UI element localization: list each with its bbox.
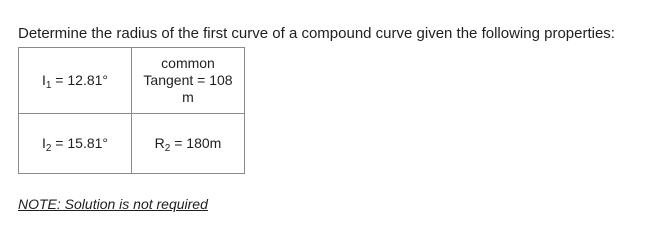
cell-r2 (132, 114, 245, 174)
r2-value: = 180m (170, 135, 222, 151)
properties-table (18, 47, 245, 174)
i2-symbol: I (41, 135, 46, 151)
cell-common-tangent (132, 48, 245, 114)
common-tangent-line3: m (182, 89, 194, 105)
i1-value: = 12.81° (51, 72, 109, 88)
i2-subscript: 2 (45, 143, 52, 154)
r2-symbol: R (154, 135, 165, 151)
common-tangent-line2: Tangent = 108 (143, 72, 233, 88)
cell-i2 (19, 114, 132, 174)
question-text: Determine the radius of the first curve of a compound curve given the following properties: (18, 25, 615, 42)
i1-symbol: I (41, 72, 46, 88)
note-text: NOTE: Solution is not required (18, 196, 208, 212)
table-row (19, 114, 245, 174)
i1-subscript: 1 (45, 80, 52, 91)
i2-value: = 15.81° (51, 135, 109, 151)
table-row (19, 48, 245, 114)
r2-subscript: 2 (164, 143, 171, 154)
cell-i1 (19, 48, 132, 114)
common-tangent-line1: common (161, 55, 215, 71)
